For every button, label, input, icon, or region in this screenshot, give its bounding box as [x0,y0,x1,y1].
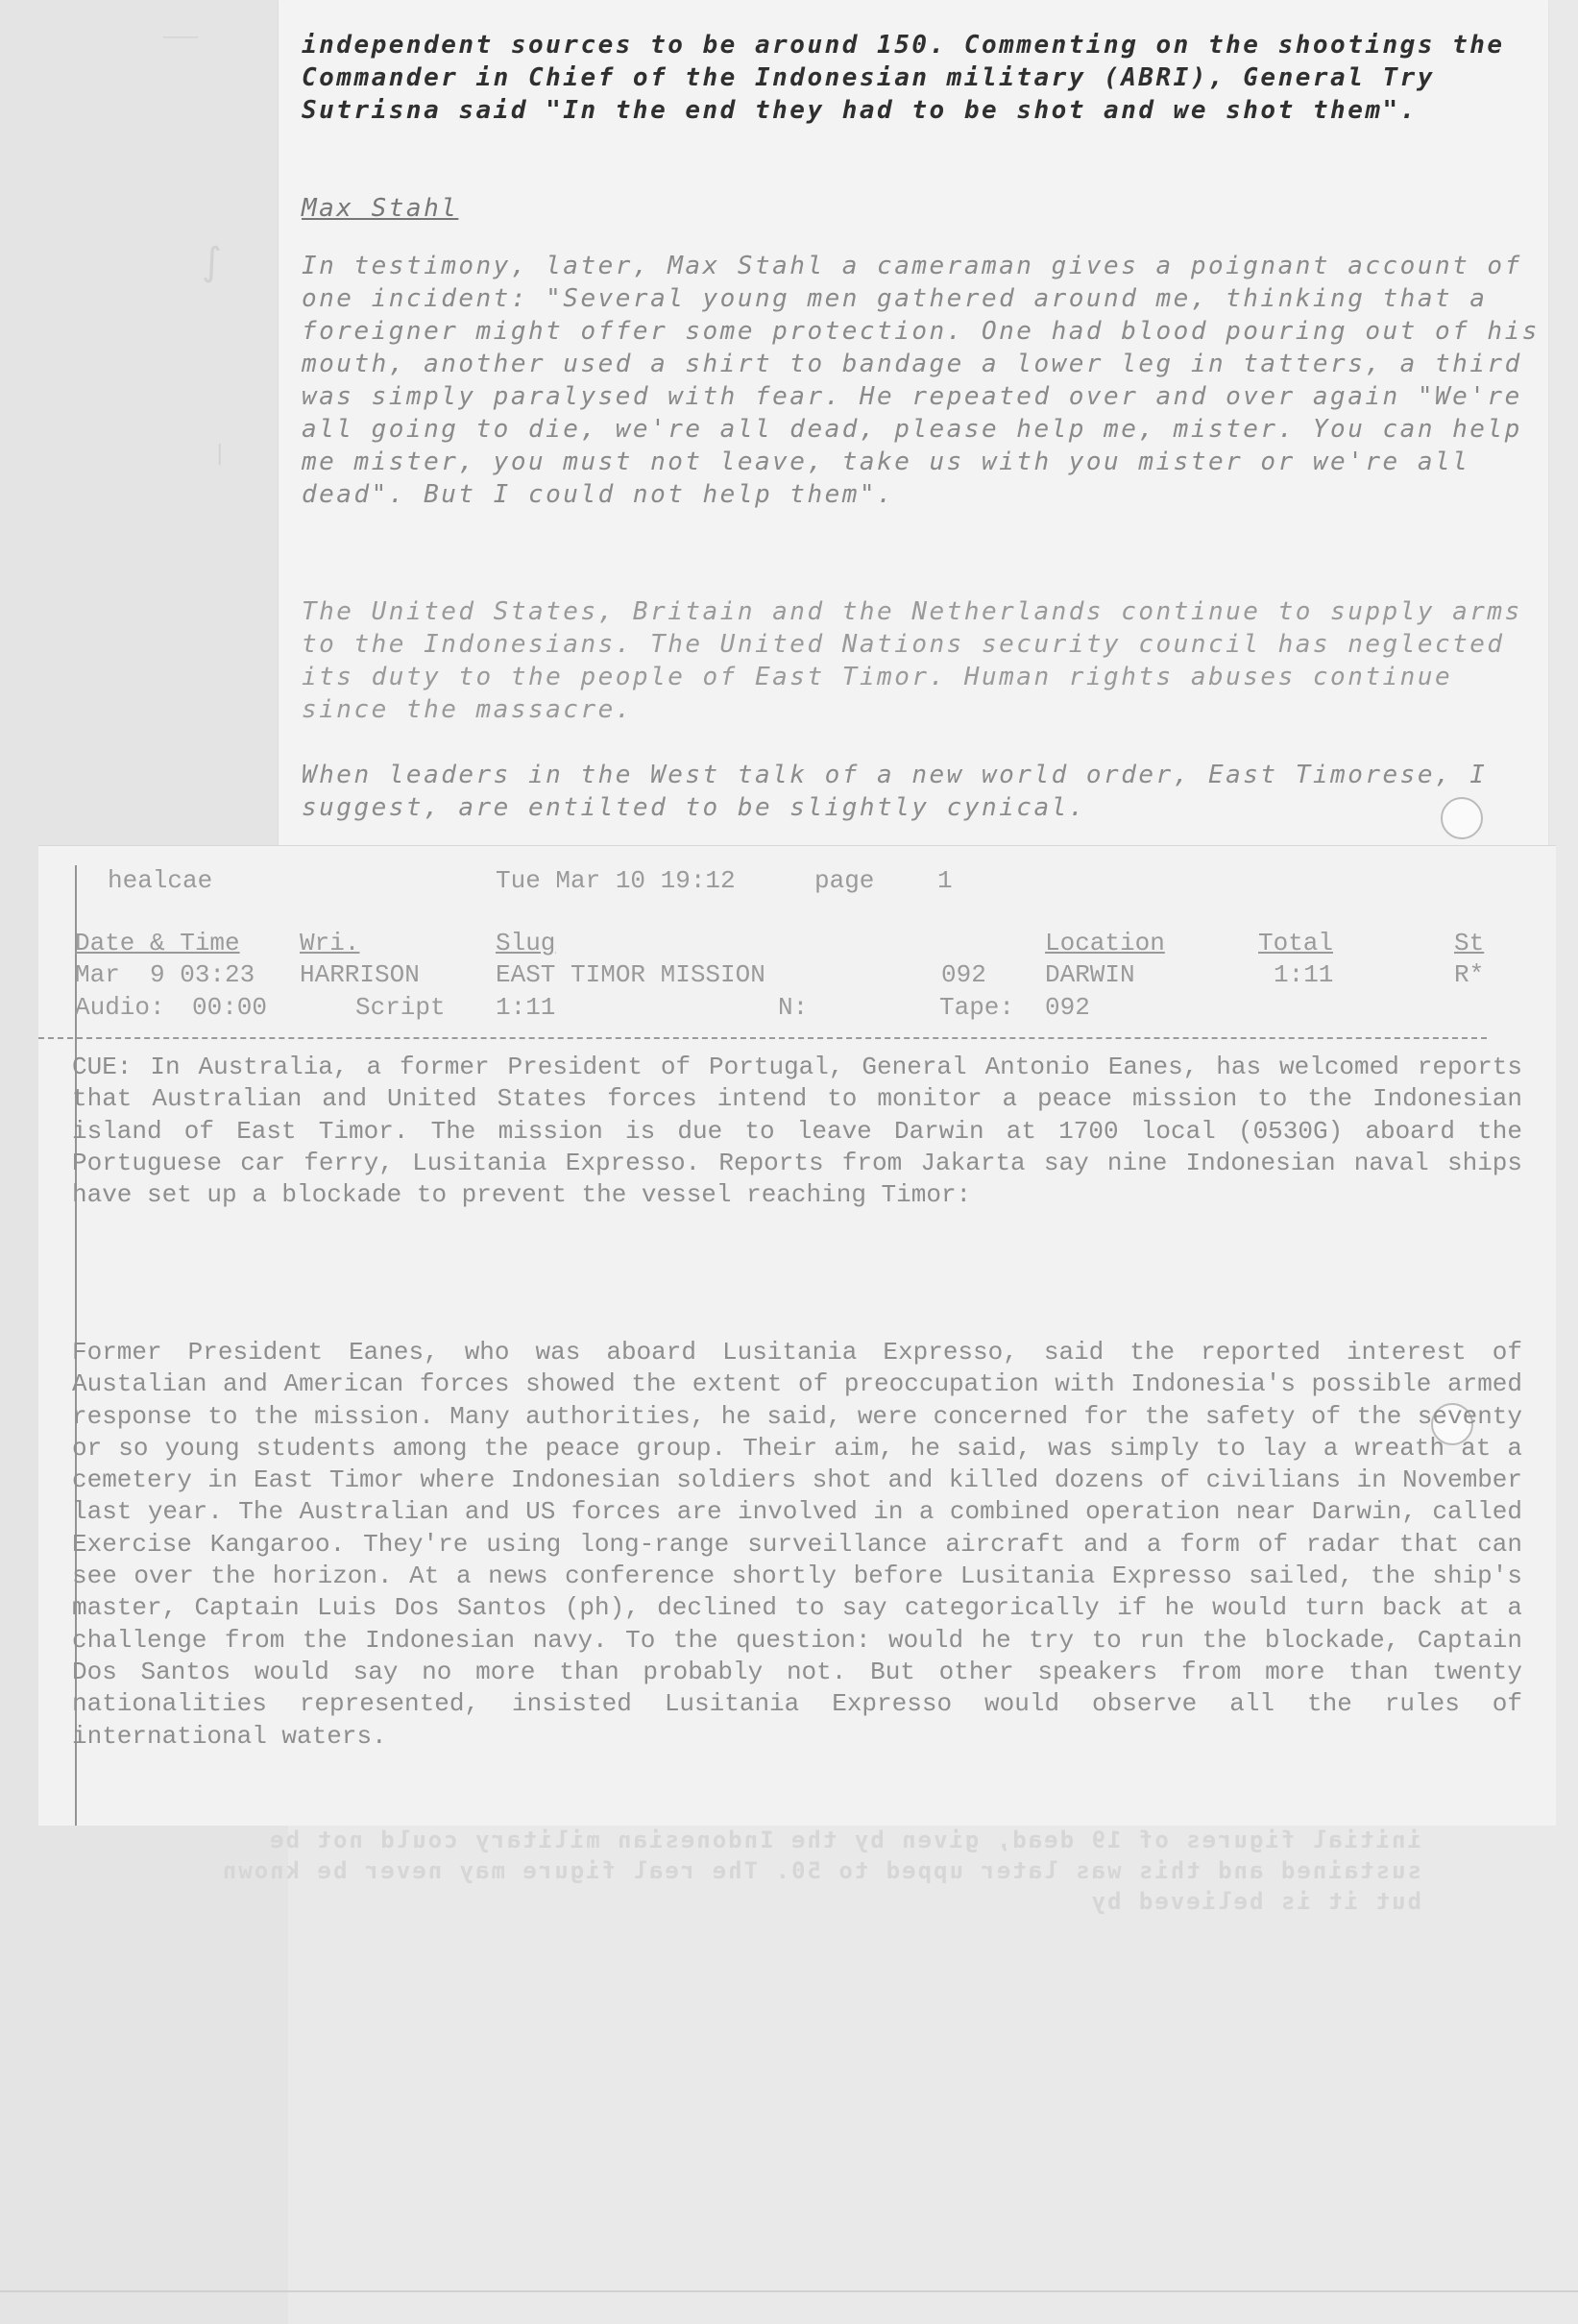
row-writer: HARRISON [300,960,420,989]
typed-article-sheet [279,0,1548,845]
system-name: healcae [108,866,213,895]
testimony-paragraph: In testimony, later, Max Stahl a cameraman gives a poignant account of one incident: "Several young men gathered around me, thinking that a foreigner might offer some protection. One had blood pouring out of his mouth, another used a shirt to bandage a lower leg in tatters, a third was simply paralysed with fear. He repeated over and over again "We're all going to die, we're all dead, please help me, mister. You can help me mister, you must not leave, take us with you mister or we're all dead". But I could not help them". [302,252,1540,509]
margin-mark: ∫ [202,240,222,284]
row-location: DARWIN [1045,960,1135,989]
column-location: Location [1045,929,1165,957]
row-total: 1:11 [1274,960,1334,989]
tape-value: 092 [1045,993,1090,1022]
intro-paragraph: independent sources to be around 150. Commenting on the shootings the Commander in Chief of the Indonesian military (ABRI), General Try Sutrisna said "In the end they had to be shot and we shot them". [302,31,1505,125]
header-divider [38,1037,1487,1039]
tape-label: Tape: [939,993,1015,1022]
column-date-time: Date & Time [75,929,240,957]
audio-value: 00:00 [192,993,268,1022]
row-status: R* [1454,960,1485,989]
column-total: Total [1258,929,1334,957]
reverse-side-bleed-through: initial figures of 19 dead, given by the Indonesian military could not be sustained and this was later upped to 50. The real figure may never be known but it is believed by [220,1827,1421,1915]
row-slug: EAST TIMOR MISSION [496,960,765,989]
margin-mark: ―― [163,27,198,47]
column-writer: Wri. [300,929,360,957]
cue-paragraph: CUE: In Australia, a former President of Portugal, General Antonio Eanes, has welcomed reports that Australian and United States forces intend to monitor a peace mission to the Indonesian island of East Timor. The mission is due to leave Darwin at 1700 local (0530G) aboard the Portuguese car ferry, Lusitania Expresso. Reports from Jakarta say nine Indonesian naval ships have set up a blockade to prevent the vessel reaching Timor: [72,1053,1522,1210]
arms-paragraph: The United States, Britain and the Netherlands continue to supply arms to the Indonesians. The United Nations security council has neglected its duty to the people of East Timor. Human rights abuses continue since the massacre. [302,597,1522,724]
punch-hole-icon [1441,797,1483,839]
audio-label: Audio: [75,993,165,1022]
script-value: 1:11 [496,993,556,1022]
story-paragraph: Former President Eanes, who was aboard Lusitania Expresso, said the reported interest of Austalian and American forces showed the extent of preoccupation with Indonesia's possible armed response to the mission. Many authorities, he said, were concerned for the safety of the seventy or so young students among the peace group. Their aim, he said, was simply to lay a wreath at a cemetery in East Timor where Indonesian soldiers shot and killed dozens of civilians in November last year. The Australian and US forces are involved in a combined operation near Darwin, called Exercise Kangaroo. They're using long-range surveillance aircraft and a form of radar that can see over the horizon. At a news conference shortly before Lusitania Expresso sailed, the ship's master, Captain Luis Dos Santos (ph), declined to say categorically if he would turn back at a challenge from the Indonesian navy. To the question: would he try to run the blockade, Captain Dos Santos would say no more than probably not. But other speakers from more than twenty nationalities represented, insisted Lusitania Expresso would observe all the rules of international waters. [72,1338,1522,1751]
page-label: page [814,866,875,895]
margin-mark: | [216,442,224,466]
n-label: N: [778,993,809,1022]
section-heading: Max Stahl [302,194,459,223]
closing-paragraph: When leaders in the West talk of a new world order, East Timorese, I suggest, are entilted to be slightly cynical. [302,761,1488,822]
script-label: Script [355,993,446,1022]
page-number: 1 [937,866,953,895]
row-number: 092 [941,960,986,989]
page-bottom-edge [0,2290,1578,2292]
print-timestamp: Tue Mar 10 19:12 [496,866,736,895]
row-date-time: Mar 9 03:23 [75,960,255,989]
column-slug: Slug [496,929,556,957]
column-status: St [1454,929,1485,957]
